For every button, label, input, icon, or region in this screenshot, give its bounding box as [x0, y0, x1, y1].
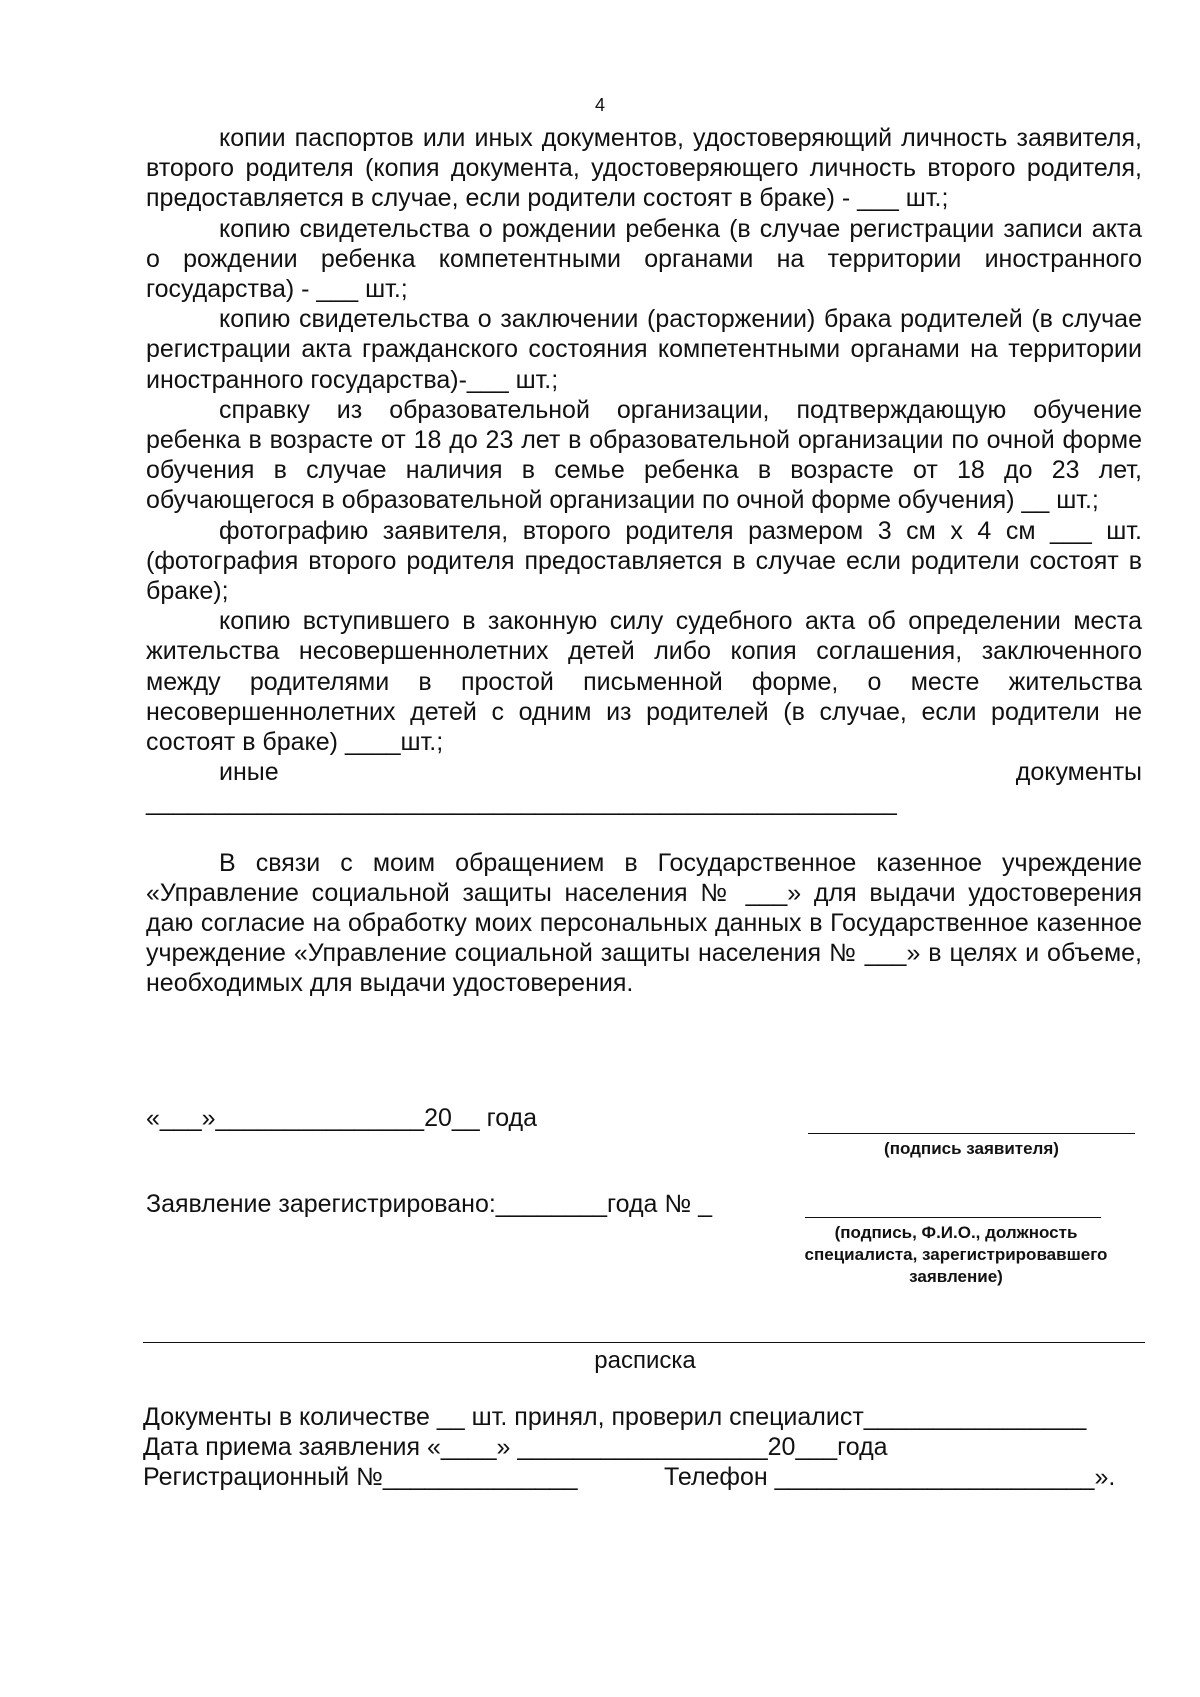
other-documents-line: иные документы ______________________________________________________ — [146, 758, 1142, 817]
document-body — [146, 123, 1142, 999]
page-number: 4 — [594, 95, 605, 115]
list-item: фотографию заявителя, второго родителя размером 3 см х 4 см ___ шт. (фотография второго родителя предоставляется в случае если родители состоят в браке); — [146, 516, 1142, 606]
consent-paragraph: В связи с моим обращением в Государственное казенное учреждение «Управление социальной защиты населения № ___» для выдачи удостоверения даю согласие на обработку моих персональных данных в Государственное казенное учреждение «Управление социальной защиты населения № ___» в целях и объеме, необходимых для выдачи удостоверения. — [146, 848, 1142, 998]
receipt-title: расписка — [594, 1347, 696, 1374]
specialist-signature-caption: (подпись, Ф.И.О., должность специалиста, зарегистрировавшего заявление) — [804, 1223, 1108, 1286]
list-item: копии паспортов или иных документов, удостоверяющий личность заявителя, второго родителя (копия документа, удостоверяющего личность второго родителя, предоставляется в случае, если родители состоят в браке) - ___ шт.; — [146, 124, 1142, 213]
list-item: копию свидетельства о рождении ребенка (в случае регистрации записи акта о рождении ребенка компетентными органами на территории иностранного государства) - ___ шт.; — [146, 214, 1142, 304]
applicant-signature-caption: (подпись заявителя) — [884, 1139, 1059, 1158]
specialist-signature-line — [805, 1217, 1101, 1218]
receipt-separator — [143, 1342, 1145, 1343]
list-item: справку из образовательной организации, подтверждающую обучение ребенка в возрасте от 18 до 23 лет в образовательной организации по очной форме обучения в случае наличия в семье ребенка в возрасте от 18 до 23 лет, обучающегося в образовательной организации по очной форме обучения) __ шт.; — [146, 395, 1142, 515]
receipt-date-line: Дата приема заявления «____» __________________20___года — [143, 1433, 888, 1461]
receipt-registration-number: Регистрационный №______________ — [143, 1463, 578, 1491]
receipt-phone: Телефон _______________________». — [664, 1463, 1116, 1491]
date-line: «___»_______________20__ года — [146, 1104, 538, 1132]
list-item: копию свидетельства о заключении (расторжении) брака родителей (в случае регистрации акта гражданского состояния компетентными органами на территории иностранного государства)-___ шт.; — [146, 305, 1142, 394]
registered-line: Заявление зарегистрировано:________года № _ — [146, 1190, 713, 1218]
applicant-signature-line — [808, 1133, 1135, 1134]
list-item: копию вступившего в законную силу судебного акта об определении места жительства несовершеннолетних детей либо копия соглашения, заключенного между родителями в простой письменной форме, о месте жительства несовершеннолетних детей с одним из родителей (в случае, если родители не состоят в браке) ____шт.; — [146, 607, 1142, 757]
receipt-documents-line: Документы в количестве __ шт. принял, проверил специалист________________ — [143, 1403, 1087, 1431]
